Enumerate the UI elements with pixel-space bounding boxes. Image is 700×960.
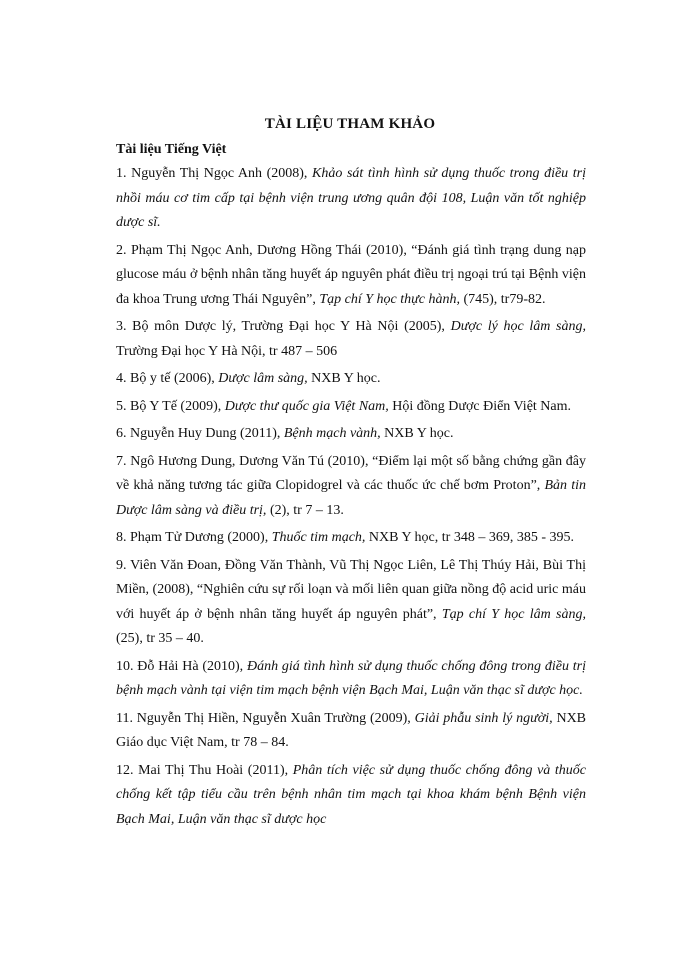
- reference-title: Dược lâm sàng,: [218, 371, 308, 386]
- reference-title: Thuốc tim mạch,: [271, 530, 366, 545]
- reference-text: 12. Mai Thị Thu Hoài (2011),: [116, 762, 293, 778]
- reference-text: NXB Giáo dục Việt Nam, tr 78 – 84.: [116, 710, 587, 750]
- reference-text: 2. Phạm Thị Ngọc Anh, Dương Hồng Thái (2010), “Đánh giá tình trạng dung nạp glucose máu ở bệnh nhân tăng huyết áp nguyên phát điều trị ngoại trú tại Bệnh viện đa khoa Trung ương Thái Nguyên”,: [116, 242, 586, 307]
- reference-text: (2), tr 7 – 13.: [266, 502, 344, 518]
- reference-text: (745), tr79-82.: [459, 291, 546, 307]
- reference-text: (25), tr 35 – 40.: [116, 631, 204, 646]
- reference-item: [116, 554, 586, 652]
- page-title: TÀI LIỆU THAM KHẢO: [264, 116, 436, 132]
- reference-item: [116, 707, 586, 756]
- reference-item: [116, 162, 586, 236]
- reference-title: Dược thư quốc gia Việt Nam,: [224, 398, 389, 414]
- reference-list: [116, 162, 586, 835]
- reference-title: Bản tin Dược lâm sàng và điều trị,: [116, 478, 586, 518]
- reference-title: Đánh giá tình hình sử dụng thuốc chống đông trong điều trị bệnh mạch vành tại viện tim mạch bệnh viện Bạch Mai, Luận văn thạc sĩ dược học.: [116, 658, 586, 698]
- reference-item: [116, 450, 586, 524]
- reference-title: Phân tích việc sử dụng thuốc chống đông và thuốc chống kết tập tiểu cầu trên bệnh nhân tim mạch tại khoa khám bệnh Bệnh viện Bạch Mai, Luận văn thạc sĩ dược học: [116, 762, 586, 827]
- section-heading: Tài liệu Tiếng Việt: [116, 142, 227, 157]
- reference-item: [116, 759, 586, 833]
- reference-title: Tạp chí Y học lâm sàng,: [441, 606, 586, 622]
- reference-item: [116, 239, 586, 313]
- reference-text: 5. Bộ Y Tế (2009),: [116, 398, 225, 414]
- reference-text: 6. Nguyễn Huy Dung (2011),: [116, 426, 284, 441]
- reference-title: Khảo sát tình hình sử dụng thuốc trong điều trị nhồi máu cơ tim cấp tại bệnh viện trung ương quân đội 108, Luận văn tốt nghiệp dược sĩ.: [116, 166, 587, 230]
- reference-text: 9. Viên Văn Đoan, Đồng Văn Thành, Vũ Thị Ngọc Liên, Lê Thị Thúy Hải, Bùi Thị Miền, (2008), “Nghiên cứu sự rối loạn và mối liên quan giữa nồng độ acid uric máu với huyết áp ở bệnh nhân tăng huyết áp nguyên phát”,: [116, 557, 586, 622]
- reference-text: 7. Ngô Hương Dung, Dương Văn Tú (2010), “Điểm lại một số bằng chứng gần đây về khả năng tương tác giữa Clopidogrel và các thuốc ức chế bơm Proton”,: [116, 453, 586, 493]
- reference-title: Giải phẫu sinh lý người,: [414, 710, 553, 726]
- reference-item: [116, 526, 586, 551]
- reference-text: NXB Y học, tr 348 – 369, 385 - 395.: [365, 530, 574, 545]
- reference-text: 8. Phạm Tử Dương (2000),: [116, 530, 272, 545]
- reference-title: Bệnh mạch vành,: [283, 426, 381, 441]
- reference-text: 11. Nguyễn Thị Hiền, Nguyễn Xuân Trường (2009),: [116, 710, 415, 726]
- reference-item: [116, 367, 586, 392]
- reference-text: NXB Y học.: [307, 371, 381, 386]
- reference-text: 10. Đỗ Hải Hà (2010),: [116, 658, 247, 674]
- reference-item: [116, 395, 586, 420]
- reference-text: 4. Bộ y tế (2006),: [116, 371, 219, 386]
- reference-text: 1. Nguyễn Thị Ngọc Anh (2008),: [116, 166, 313, 181]
- reference-text: Hội đồng Dược Điển Việt Nam.: [388, 398, 572, 414]
- reference-text: Trường Đại học Y Hà Nội, tr 487 – 506: [116, 343, 338, 359]
- reference-title: Tạp chí Y học thực hành,: [319, 291, 460, 307]
- reference-title: Dược lý học lâm sàng,: [450, 319, 586, 334]
- reference-item: [116, 422, 586, 447]
- reference-item: [116, 315, 586, 364]
- reference-text: NXB Y học.: [380, 426, 454, 441]
- reference-text: 3. Bộ môn Dược lý, Trường Đại học Y Hà Nội (2005),: [116, 319, 451, 334]
- reference-item: [116, 655, 586, 704]
